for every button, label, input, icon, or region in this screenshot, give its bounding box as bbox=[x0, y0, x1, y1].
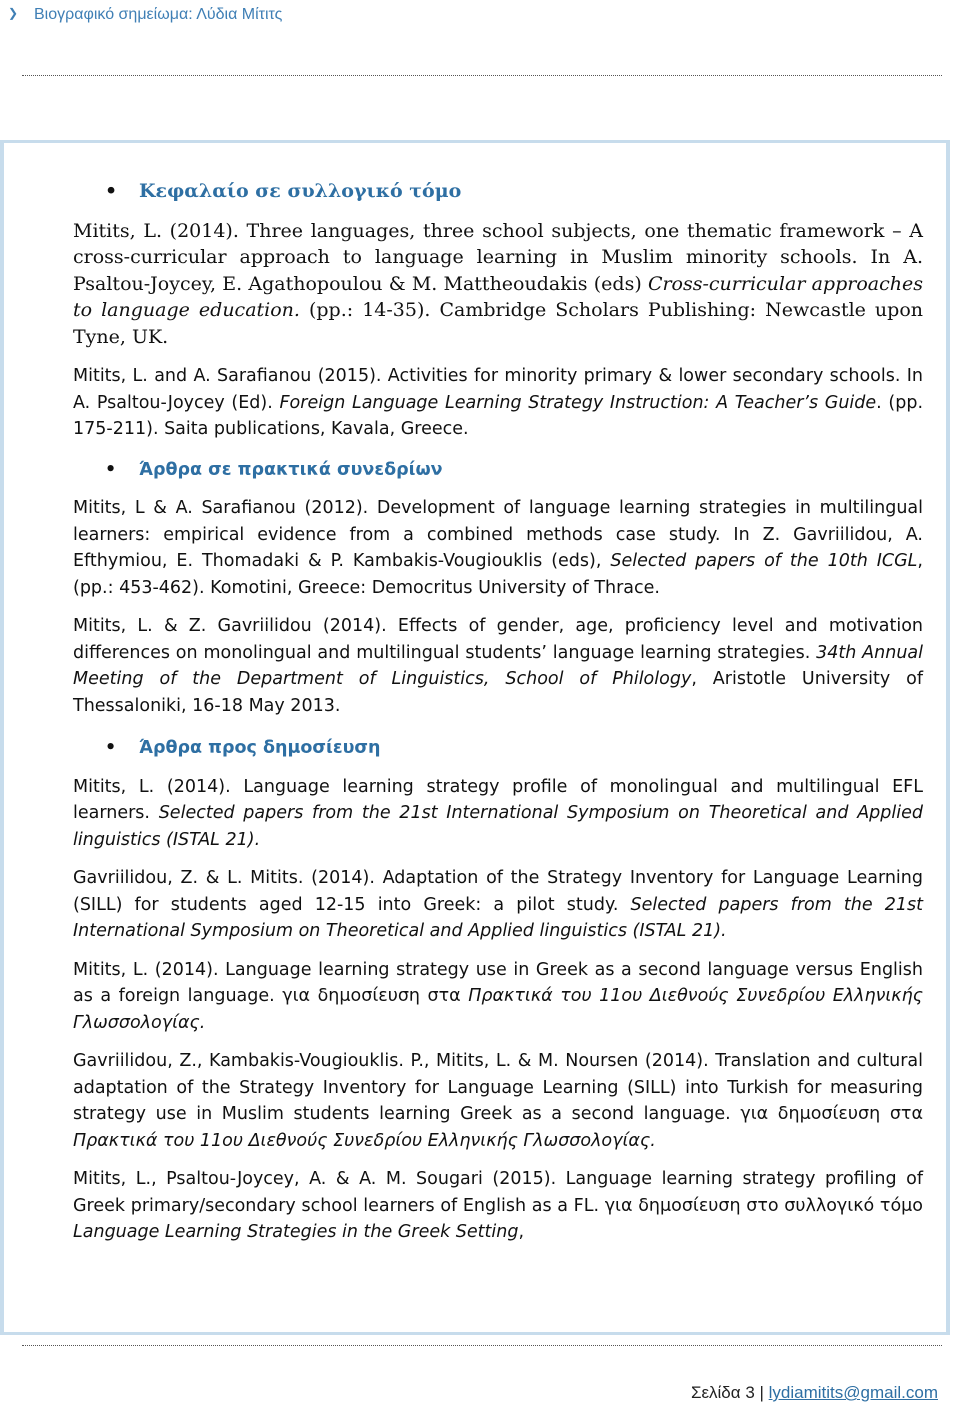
entry-text: Mitits, L. and A. Sarafianou (2015). Activities for minority primary & lower secondary schools. In A. Psaltou-Joycey (Ed). bbox=[73, 366, 923, 413]
entry-italic: 34th Annual Meeting of the Department of Linguistics, School of Philology bbox=[73, 642, 923, 689]
section-heading-conference-papers: • Άρθρα σε πρακτικά συνεδρίων bbox=[73, 457, 923, 484]
entry-italic: Selected papers from the 21st International Symposium on Theoretical and Applied linguistics (ISTAL 21). bbox=[73, 803, 923, 850]
entry-text: Mitits, L. (2014). Language learning strategy use in Greek as a second language versus English as a foreign language. bbox=[73, 959, 923, 1006]
page-footer bbox=[691, 1383, 938, 1403]
entry-italic: Πρακτικά του 11ου Διεθνούς Συνεδρίου Ελληνικής Γλωσσολογίας. bbox=[73, 1130, 656, 1151]
entry-italic: Πρακτικά του 11ου Διεθνούς Συνεδρίου Ελληνικής Γλωσσολογίας. bbox=[73, 986, 923, 1033]
list-item bbox=[73, 865, 923, 945]
list-item bbox=[73, 613, 923, 719]
section-heading-book-chapter: • Κεφαλαίο σε συλλογικό τόμο bbox=[73, 178, 923, 205]
list-item bbox=[73, 957, 923, 1037]
entry-text: Gavriilidou, Z. & L. Mitits. (2014). Adaptation of the Strategy Inventory for Language Learning (SILL) for students aged 12-15 into Greek: a pilot study. bbox=[73, 868, 923, 915]
page-number: Σελίδα 3 | bbox=[690, 1383, 769, 1402]
list-item bbox=[73, 774, 923, 854]
list-item bbox=[73, 218, 923, 351]
list-item bbox=[73, 363, 923, 443]
entry-text: . (pp. 175-211). Saita publications, Kavala, Greece. bbox=[73, 392, 924, 439]
entry-text: , bbox=[518, 1222, 525, 1242]
entry-text-greek: για δημοσίευση στα bbox=[740, 1104, 923, 1124]
entry-italic: Foreign Language Learning Strategy Instruction: A Teacher’s Guide bbox=[279, 392, 877, 413]
list-item bbox=[73, 1048, 923, 1154]
entry-text-greek: για δημοσίευση στο συλλογικό τόμο bbox=[604, 1195, 923, 1216]
entry-italic: Language Learning Strategies in the Greek Setting bbox=[73, 1222, 519, 1242]
chevron-right-icon: ❯ bbox=[8, 6, 19, 20]
entry-text: Gavriilidou, Z., Kambakis-Vougiouklis. P., Mitits, L. & M. Noursen (2014). Translation and cultural adaptation of the Strategy Inventory for Language Learning (SILL) into Turkish for measuring strategy use in Muslim students learning Greek as a second language. bbox=[73, 1051, 923, 1124]
top-divider bbox=[22, 75, 942, 76]
section-heading-forthcoming: • Άρθρα προς δημοσίευση bbox=[73, 735, 923, 762]
entry-text: , Aristotle University of Thessaloniki, 16-18 May 2013. bbox=[73, 669, 924, 716]
entry-text: , (pp.: 453-462). Komotini, Greece: Democritus University of Thrace. bbox=[73, 551, 923, 598]
document-header bbox=[0, 0, 960, 34]
entry-text: Mitits, L., Psaltou-Joycey, A. & A. M. Sougari (2015). Language learning strategy profiling of Greek primary/secondary school learners of English as a FL. bbox=[73, 1169, 923, 1216]
document-title: Βιογραφικό σημείωμα: Λύδια Μίτιτς bbox=[34, 6, 283, 23]
entry-italic: Selected papers from the 21st International Symposium on Theoretical and Applied linguistics (ISTAL 21). bbox=[73, 894, 923, 941]
bottom-divider bbox=[22, 1345, 942, 1346]
email-link[interactable]: lydiamitits@gmail.com bbox=[768, 1383, 938, 1402]
entry-text-greek: για δημοσίευση στα bbox=[282, 986, 469, 1006]
page-content bbox=[73, 170, 923, 1246]
list-item bbox=[73, 495, 923, 601]
entry-text: Mitits, L. (2014). Language learning strategy profile of monolingual and multilingual EFL learners. bbox=[73, 776, 923, 823]
entry-text: Mitits, L. & Z. Gavriilidou (2014). Effects of gender, age, proficiency level and motivation differences on monolingual and multilingual students’ language learning strategies. bbox=[73, 616, 923, 663]
entry-text: Mitits, L & A. Sarafianou (2012). Development of language learning strategies in multilingual learners: empirical evidence from a combined methods case study. In Z. Gavriilidou, A. Efthymiou, E. Thomadaki & P. Kambakis-Vougiouklis (eds), bbox=[73, 498, 923, 571]
list-item bbox=[73, 1166, 923, 1246]
entry-text: (pp.: 14-35). Cambridge Scholars Publishing: Newcastle upon Tyne, UK. bbox=[73, 299, 924, 348]
entry-italic: Selected papers of the 10th ICGL bbox=[610, 551, 918, 571]
entry-italic: Cross-curricular approaches to language education. bbox=[73, 272, 923, 321]
entry-text: Mitits, L. (2014). Three languages, three school subjects, one thematic framework – A cross-curricular approach to language learning in Muslim minority schools. In A. Psaltou-Joycey, E. Agathopoulou & M. Mattheoudakis (eds) bbox=[73, 219, 923, 295]
